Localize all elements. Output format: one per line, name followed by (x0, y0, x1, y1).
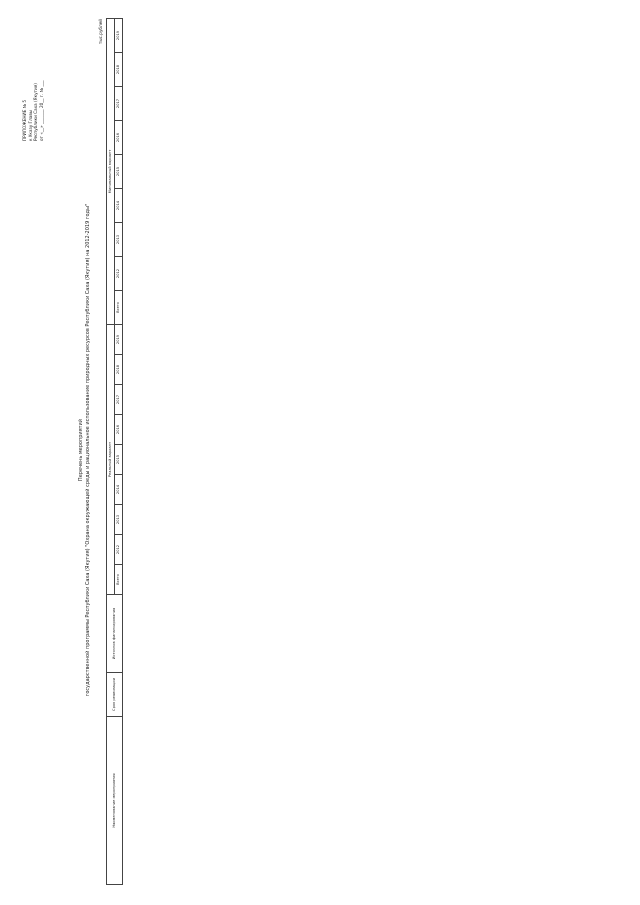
approval-stamp (22, 21, 44, 141)
rotated-sheet (20, 15, 620, 885)
col-header-year: 2014 (115, 189, 123, 223)
col-header-year: 2015 (115, 445, 123, 475)
title-line-2: государственной программы Республики Саха (Якутия) "Охрана окружающей среды и рациональное использование природных ресурсов Республики Саха (Якутия) на 2012-2019 годы" (84, 203, 91, 697)
col-header-year: 2016 (115, 415, 123, 445)
unit-label: тыс.рублей (98, 19, 103, 45)
col-header-year: 2018 (115, 355, 123, 385)
col-header-period: Срок реализации (107, 673, 123, 717)
approval-line: Республики Саха (Якутия) (33, 83, 39, 141)
col-header-year: 2017 (115, 385, 123, 415)
document-title (78, 15, 91, 885)
measures-table (106, 18, 123, 885)
col-header-year: 2014 (115, 475, 123, 505)
col-header-year: 2019 (115, 325, 123, 355)
col-header-year: 2012 (115, 535, 123, 565)
col-header-total: Всего (115, 291, 123, 325)
col-header-measure: Наименование мероприятия (107, 717, 123, 885)
col-header-year: 2018 (115, 53, 123, 87)
col-header-total: Всего (115, 565, 123, 595)
approval-line: от «__» _______ 20__ г. № ___ (38, 80, 44, 141)
title-line-1: Перечень мероприятий (78, 418, 84, 482)
col-header-year: 2015 (115, 155, 123, 189)
col-group-minimal: Минимальный вариант (107, 18, 115, 324)
col-group-real: Реальный вариант (107, 325, 115, 595)
col-header-year: 2013 (115, 505, 123, 535)
col-header-year: 2019 (115, 18, 123, 52)
approval-line: ПРИЛОЖЕНИЕ № 5 (22, 99, 27, 141)
col-header-year: 2016 (115, 121, 123, 155)
col-header-source: Источник финансирования (107, 595, 123, 673)
col-header-year: 2013 (115, 223, 123, 257)
col-header-year: 2017 (115, 87, 123, 121)
col-header-year: 2012 (115, 257, 123, 291)
approval-line: к Указу Главы (27, 109, 33, 141)
